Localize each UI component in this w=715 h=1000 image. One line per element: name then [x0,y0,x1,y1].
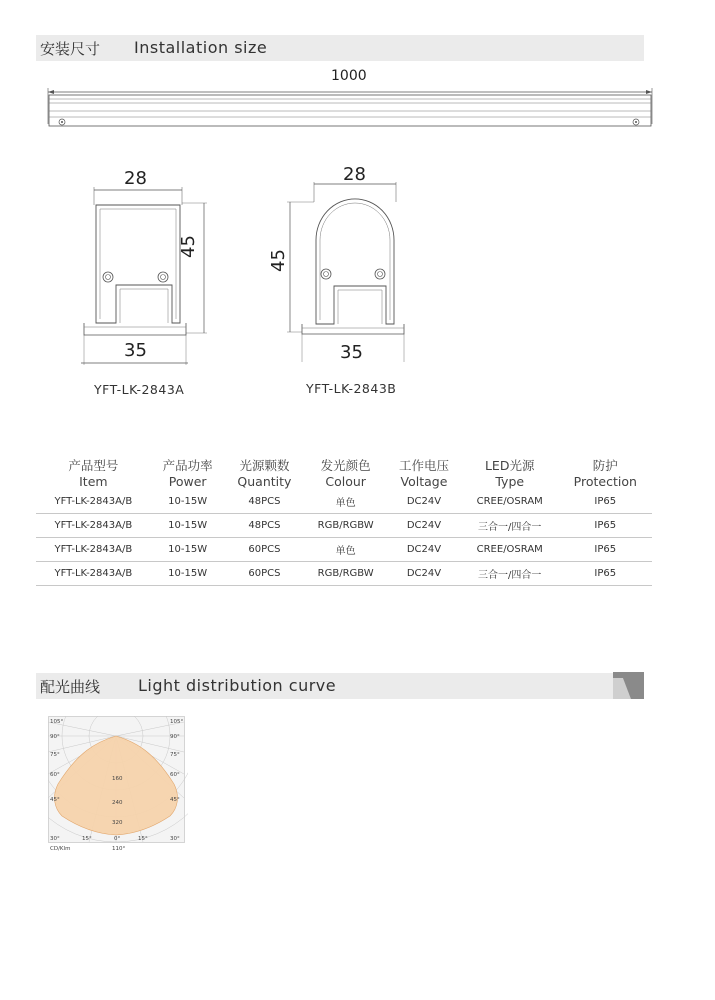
unit-label: CD/Klm [50,846,71,852]
column-header-en: Voltage [400,474,448,489]
column-header-cn: 产品型号 [68,458,119,473]
table-cell: YFT-LK-2843A/B [36,514,151,538]
beam-angle-label: 110° [112,846,126,852]
column-header-en: Item [79,474,108,489]
installation-title-cn: 安装尺寸 [40,40,101,58]
table-cell: 60PCS [225,562,305,586]
column-header-en: Colour [325,474,366,489]
table-cell: YFT-LK-2843A/B [36,562,151,586]
column-header [225,456,305,490]
spec-table-header [36,456,652,490]
table-cell: CREE/OSRAM [461,538,559,562]
table-cell: DC24V [387,562,461,586]
table-cell: 三合一/四合一 [461,562,559,586]
polar-angle-left: 60° [50,772,60,778]
column-header-cn: LED光源 [484,458,535,473]
column-header-cn: 工作电压 [398,458,449,473]
polar-ring-label: 240 [112,800,123,806]
column-header-en: Protection [573,474,637,489]
column-header-en: Power [168,474,207,489]
polar-angle-left: 45° [50,797,60,803]
light-title-en: Light distribution curve [138,676,337,695]
table-cell: 10-15W [151,562,225,586]
table-row [36,490,652,514]
column-header [151,456,225,490]
polar-angle-right: 105° [170,719,184,725]
table-cell: CREE/OSRAM [461,490,559,514]
column-header [387,456,461,490]
model-b-caption: YFT-LK-2843B [306,381,397,396]
table-row [36,562,652,586]
table-cell: 10-15W [151,538,225,562]
installation-section-header [36,35,644,61]
light-section-header [36,673,644,699]
table-cell: IP65 [559,562,652,586]
table-cell: 单色 [304,490,387,514]
polar-angle-right: 75° [170,752,180,758]
table-cell: DC24V [387,490,461,514]
column-header [36,456,151,490]
table-cell: DC24V [387,538,461,562]
polar-angle-right: 45° [170,797,180,803]
polar-angle-right: 60° [170,772,180,778]
column-header-en: Quantity [237,474,292,489]
light-title-cn: 配光曲线 [40,678,101,696]
table-cell: IP65 [559,538,652,562]
column-header-en: Type [495,474,525,489]
table-cell: YFT-LK-2843A/B [36,538,151,562]
profile-length-drawing [40,84,660,134]
table-cell: RGB/RGBW [304,562,387,586]
polar-ring-label: 320 [112,820,123,826]
table-row [36,538,652,562]
model-a-cross-section [76,185,211,365]
table-cell: RGB/RGBW [304,514,387,538]
column-header-cn: 产品功率 [162,458,213,473]
column-header-cn: 光源颗数 [239,458,290,473]
table-cell: YFT-LK-2843A/B [36,490,151,514]
column-header [461,456,559,490]
table-cell: 10-15W [151,490,225,514]
installation-title-en: Installation size [134,38,268,57]
model-b-base-label: 35 [340,342,363,363]
column-header [304,456,387,490]
polar-angle-bottom: 0° [114,836,121,842]
polar-angle-right: 90° [170,734,180,740]
table-cell: 60PCS [225,538,305,562]
light-distribution-diagram [48,716,188,854]
polar-angle-bottom: 15° [138,836,148,842]
polar-angle-left: 75° [50,752,60,758]
table-cell: IP65 [559,514,652,538]
polar-angle-bottom: 15° [82,836,92,842]
model-a-caption: YFT-LK-2843A [94,382,185,397]
column-header-cn: 发光颜色 [320,458,371,473]
table-cell: 48PCS [225,490,305,514]
model-a-height-label: 45 [178,235,199,258]
model-a-width-label: 28 [124,168,147,189]
polar-ring-label: 160 [112,776,123,782]
polar-angle-left: 105° [50,719,64,725]
column-header-cn: 防护 [592,458,618,473]
table-cell: DC24V [387,514,461,538]
table-cell: 10-15W [151,514,225,538]
model-b-cross-section [284,182,414,362]
polar-angle-right: 30° [170,836,180,842]
model-a-base-label: 35 [124,340,147,361]
corner-logo-icon [613,672,644,699]
column-header [559,456,652,490]
table-cell: 三合一/四合一 [461,514,559,538]
spec-table [36,456,652,586]
polar-angle-left: 30° [50,836,60,842]
model-b-height-label: 45 [268,249,289,272]
table-cell: 单色 [304,538,387,562]
table-cell: 48PCS [225,514,305,538]
model-b-width-label: 28 [343,164,366,185]
table-cell: IP65 [559,490,652,514]
table-row [36,514,652,538]
polar-angle-left: 90° [50,734,60,740]
length-label: 1000 [331,68,367,84]
